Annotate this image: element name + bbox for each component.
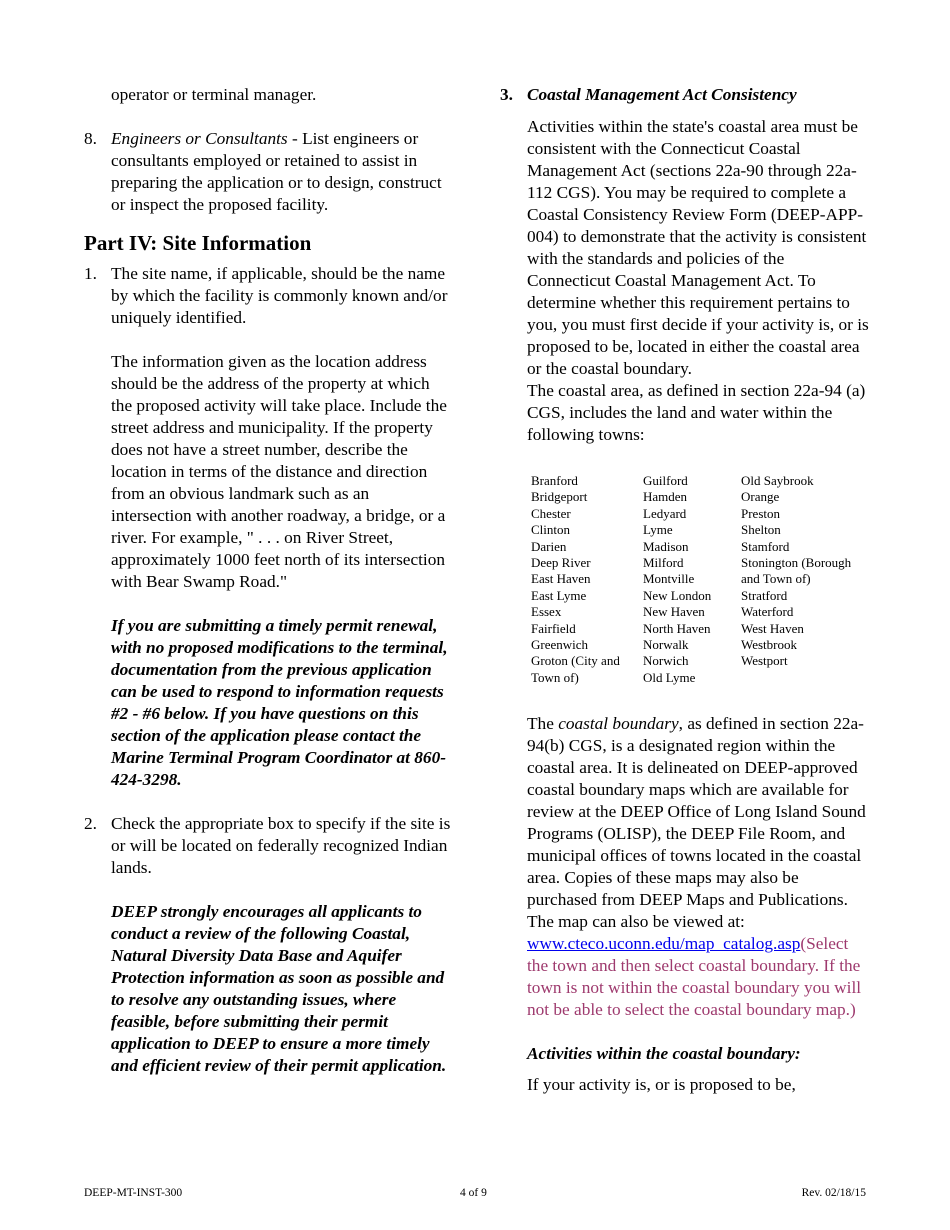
town: Fairfield (531, 620, 576, 636)
town: Essex (531, 604, 562, 620)
last-line: If your activity is, or is proposed to be, (527, 1075, 796, 1095)
item-number: 1. (84, 264, 97, 283)
item-text: - List engineers or consultants employed or retained to assist in preparing the application or to design, construct or inspect the proposed facility. (111, 129, 442, 214)
town: Westport (741, 653, 788, 669)
town: and Town of) (741, 571, 811, 587)
town: Waterford (741, 604, 794, 620)
town: Norwich (643, 653, 689, 669)
renewal-note: If you are submitting a timely permit renewal, with no proposed modifications to the terminal, documentation from the previous application can be used to respond to information requests #2 - #6 below. If you have questions on this section of the application please contact the Marine Terminal Program Coordinator at 860-424-3298. (111, 616, 448, 789)
town: Orange (741, 489, 780, 505)
sub-heading: Activities within the coastal boundary: (527, 1044, 801, 1064)
town: Stamford (741, 538, 790, 554)
footer-form-id: DEEP-MT-INST-300 (84, 1187, 183, 1199)
town: Greenwich (531, 637, 589, 653)
section-title: Coastal Management Act Consistency (527, 85, 797, 104)
town: Milford (643, 555, 684, 571)
item-title: Engineers or Consultants (111, 129, 288, 148)
town: Darien (531, 538, 567, 554)
towns-column-3 (741, 473, 871, 686)
town: Branford (531, 473, 578, 488)
part-heading: Part IV: Site Information (84, 231, 312, 255)
town: Montville (643, 571, 695, 587)
town: Hamden (643, 489, 688, 505)
towns-column-2 (643, 473, 741, 686)
town: Stratford (741, 587, 788, 603)
right-column (500, 84, 872, 1096)
town: Chester (531, 505, 571, 521)
deep-encouragement-note: DEEP strongly encourages all applicants to conduct a review of the following Coastal, Natural Diversity Data Base and Aquifer Protection information as soon as possible and to resolve any outstanding issues, where feasible, before submitting their permit application to DEEP to ensure a more timely and efficient review of their permit application. (111, 902, 447, 1075)
town: East Haven (531, 571, 591, 587)
map-catalog-link[interactable]: www.cteco.uconn.edu/map_catalog.asp (527, 934, 801, 954)
coastal-boundary-section (500, 713, 872, 1096)
coastal-boundary-term: coastal boundary (558, 714, 679, 734)
coastal-boundary-paragraph: The coastal boundary, as defined in section 22a-94(b) CGS, is a designated region within the coastal area. It is delineated on DEEP-approved coastal boundary maps which are available for review at the DEEP Office of Long Island Sound Programs (OLISP), the DEEP File Room, and municipal offices of towns located in the coastal area. Copies of these maps may also be purchased from DEEP Maps and Publications. The map can also be viewed at: www.cteco.uconn.edu/map_catalog.asp(Select the town and then select coastal boundary. If the town is not within the coastal boundary you will not be able to select the coastal boundary map.) (527, 714, 866, 1020)
item-number: 2. (84, 814, 97, 833)
town: Ledyard (643, 505, 687, 521)
town: Westbrook (741, 637, 797, 653)
town: Old Saybrook (741, 473, 814, 488)
consistency-paragraph: Activities within the state's coastal area must be consistent with the Connecticut Coastal Management Act (sections 22a-90 through 22a-112 CGS). You may be required to complete a Coastal Consistency Review Form (DEEP-APP-004) to demonstrate that the activity is consistent with the standards and policies of the Connecticut Coastal Management Act. To determine whether this requirement pertains to you, you must first decide if your activity is, or is proposed to be, located in either the coastal area or the coastal boundary. (527, 117, 869, 378)
town: New London (643, 587, 712, 603)
town: Bridgeport (531, 489, 588, 505)
coastal-towns-table (500, 473, 872, 686)
town: East Lyme (531, 587, 587, 603)
left-column (84, 84, 454, 1077)
town: West Haven (741, 620, 804, 636)
footer-page-number: 4 of 9 (460, 1187, 487, 1199)
town: Guilford (643, 473, 688, 488)
town: Groton (City and (531, 653, 620, 669)
town: Old Lyme (643, 669, 696, 685)
town: Stonington (Borough (741, 555, 852, 571)
select-town-note: (Select the town and then select coastal boundary. If the town is not within the coastal boundary you will not be able to select the coastal boundary map.) (527, 934, 862, 1020)
town: North Haven (643, 620, 711, 636)
item-text: Check the appropriate box to specify if the site is or will be located on federally recognized Indian lands. (111, 814, 451, 877)
town: Clinton (531, 522, 571, 538)
town: Lyme (643, 522, 673, 538)
item-number: 3. (500, 85, 513, 104)
item-number: 8. (84, 129, 97, 148)
item-1 (84, 263, 454, 791)
continuation-text: operator or terminal manager. (111, 85, 317, 104)
item-text: The site name, if applicable, should be the name by which the facility is commonly known and/or uniquely identified. (111, 264, 448, 327)
town: Norwalk (643, 637, 689, 653)
town: Madison (643, 538, 689, 554)
town: Town of) (531, 669, 579, 685)
item-8 (84, 128, 454, 216)
coastal-area-paragraph: The coastal area, as defined in section 22a-94 (a) CGS, includes the land and water within the following towns: (527, 381, 866, 444)
town: New Haven (643, 604, 705, 620)
towns-column-1 (531, 473, 643, 686)
town: Deep River (531, 555, 591, 571)
location-address-paragraph: The information given as the location address should be the address of the property at which the proposed activity will take place. Include the street address and municipality. If the property does not have a street number, describe the location in terms of the distance and direction from an obvious landmark such as an intersection with another roadway, a bridge, or a river. For example, " . . . on River Street, approximately 1000 feet north of its intersection with Bear Swamp Road." (111, 352, 447, 591)
town: Preston (741, 505, 780, 521)
footer-revision: Rev. 02/18/15 (801, 1187, 866, 1199)
item-3 (500, 84, 872, 446)
town: Shelton (741, 522, 781, 538)
item-2 (84, 813, 454, 1077)
